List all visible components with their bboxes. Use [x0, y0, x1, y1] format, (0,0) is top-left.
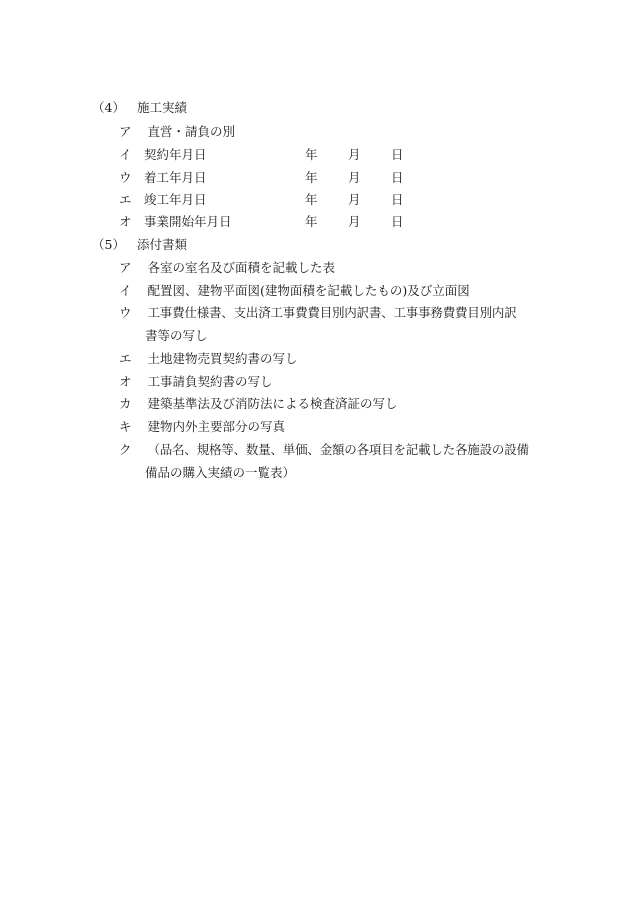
- item-text: （品名、規格等、数量、単価、金額の各項目を記載した各施設の設備: [147, 442, 529, 457]
- item-mark: ア: [119, 124, 132, 139]
- date-year-label: 年: [305, 192, 318, 207]
- date-day-label: 日: [391, 147, 404, 162]
- item-mark: イ: [119, 147, 132, 162]
- date-day-label: 日: [391, 214, 404, 229]
- date-day-label: 日: [391, 170, 404, 185]
- item-label: 直営・請負の別: [147, 124, 236, 139]
- item-label: 契約年月日: [144, 147, 207, 162]
- section-5-item-ku-continuation: 備品の購入実績の一覧表）: [145, 465, 296, 480]
- date-day-label: 日: [391, 192, 404, 207]
- item-mark: ク: [119, 442, 132, 457]
- item-text: 工事請負契約書の写し: [147, 374, 273, 389]
- item-text: 配置図、建物平面図(建物面積を記載したもの)及び立面図: [147, 283, 470, 298]
- section-5-item-u: [119, 307, 517, 320]
- section-5-title: 添付書類: [136, 237, 187, 252]
- section-5-item-i: [119, 285, 470, 298]
- section-4-heading: [92, 102, 187, 115]
- item-mark: イ: [119, 283, 132, 298]
- item-mark: エ: [119, 351, 132, 366]
- section-5-item-ku: [119, 444, 529, 457]
- item-mark: エ: [119, 192, 132, 207]
- date-year-label: 年: [305, 170, 318, 185]
- item-text: 建築基準法及び消防法による検査済証の写し: [147, 396, 398, 411]
- date-year-label: 年: [305, 214, 318, 229]
- date-month-label: 月: [348, 214, 361, 229]
- item-mark: オ: [119, 374, 132, 389]
- item-text: 建物内外主要部分の写真: [147, 419, 286, 434]
- section-5-item-u-continuation: 書等の写し: [145, 328, 208, 343]
- item-mark: ア: [119, 260, 132, 275]
- section-4-title: 施工実績: [136, 100, 187, 115]
- item-label: 竣工年月日: [144, 192, 207, 207]
- item-text: 工事費仕様書、支出済工事費費目別内訳書、工事事務費費目別内訳: [147, 305, 517, 320]
- item-label: 着工年月日: [144, 170, 207, 185]
- section-4-item-a: [119, 126, 235, 139]
- section-4-item-e: [119, 194, 539, 210]
- section-5-item-ka: [119, 398, 398, 411]
- date-month-label: 月: [348, 147, 361, 162]
- date-month-label: 月: [348, 170, 361, 185]
- item-mark: キ: [119, 419, 132, 434]
- section-5-item-ki: [119, 421, 285, 434]
- date-month-label: 月: [348, 192, 361, 207]
- item-mark: カ: [119, 396, 132, 411]
- section-5-number: （5）: [92, 237, 125, 252]
- section-4-number: （4）: [92, 100, 125, 115]
- item-mark: ウ: [119, 305, 132, 320]
- section-5-item-o: [119, 376, 273, 389]
- item-text: 土地建物売買契約書の写し: [147, 351, 298, 366]
- section-5-item-e: [119, 353, 298, 366]
- section-4-item-i: [119, 149, 539, 165]
- date-year-label: 年: [305, 147, 318, 162]
- item-mark: オ: [119, 214, 132, 229]
- section-4-item-u: [119, 172, 539, 188]
- section-5-item-a: [119, 262, 335, 275]
- item-label: 事業開始年月日: [144, 214, 232, 229]
- section-5-heading: [92, 239, 187, 252]
- section-4-item-o: [119, 216, 539, 232]
- item-text: 各室の室名及び面積を記載した表: [147, 260, 336, 275]
- item-mark: ウ: [119, 170, 132, 185]
